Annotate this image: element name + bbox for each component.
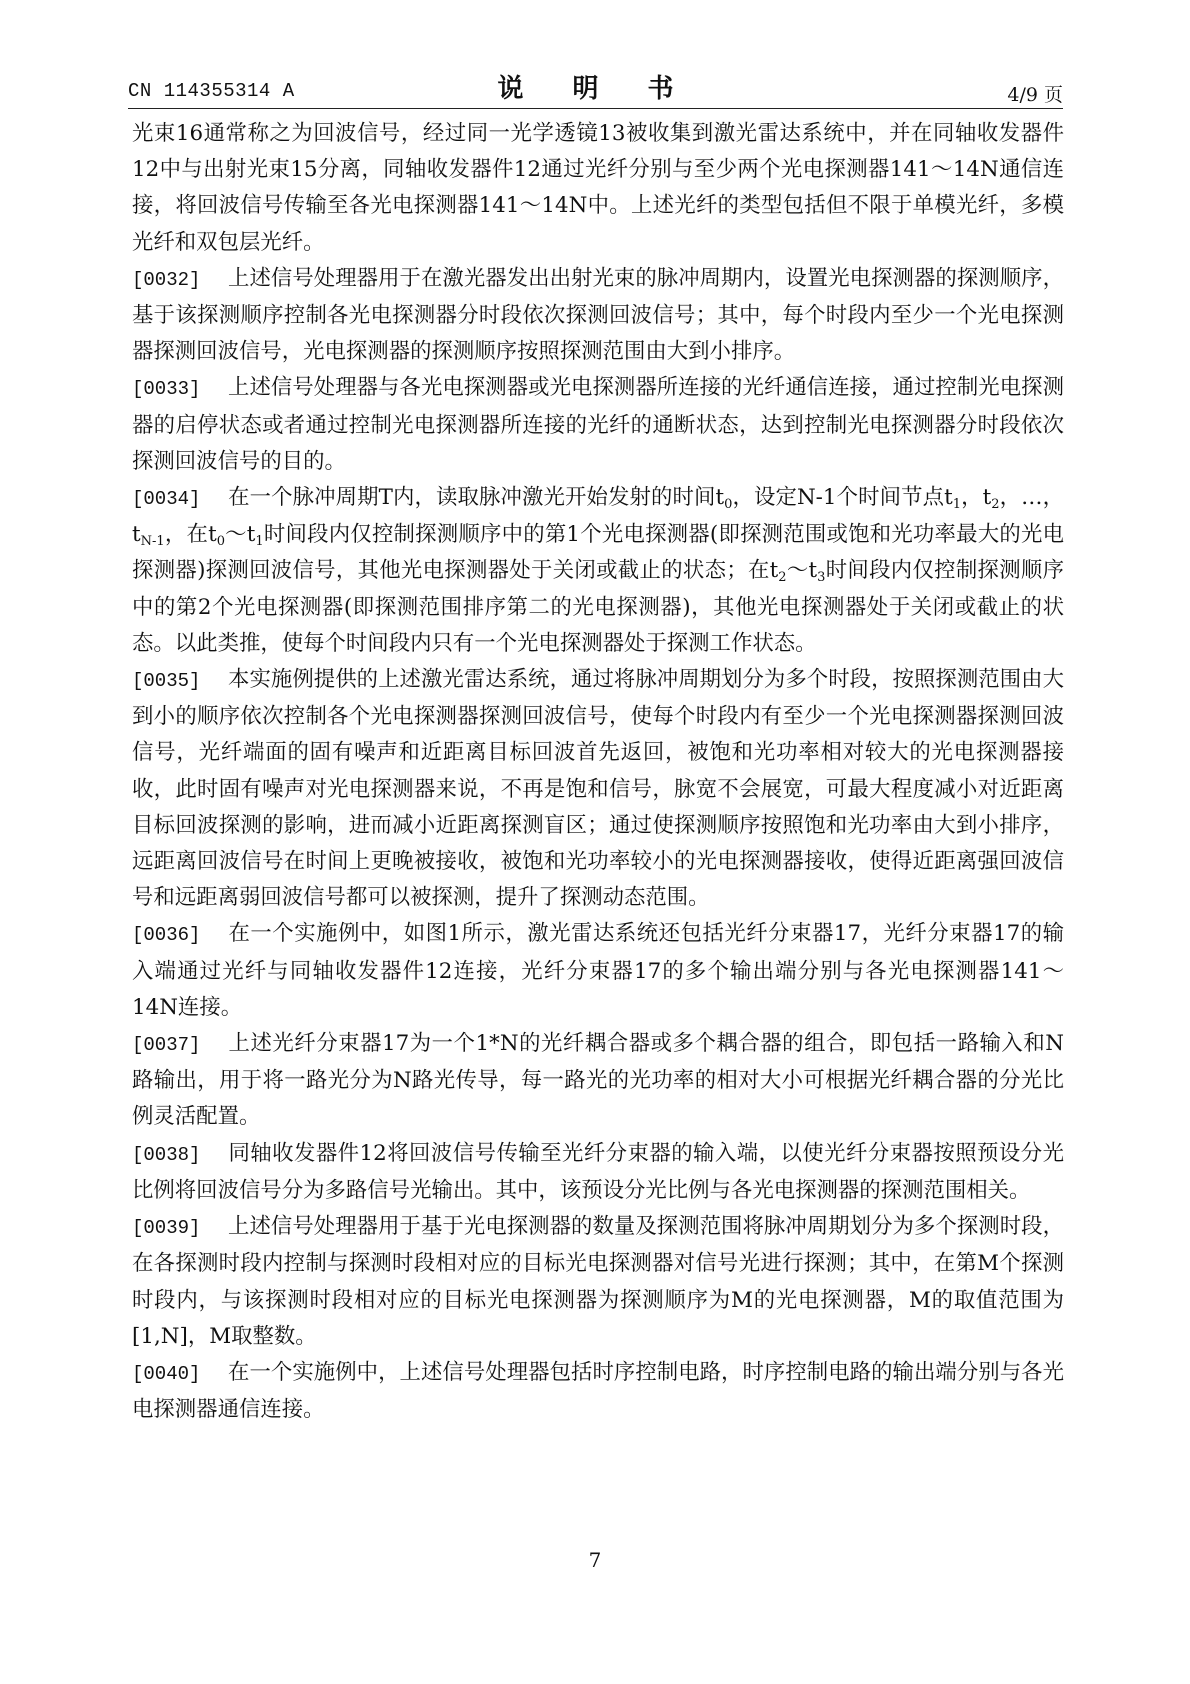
subscript: 0: [724, 497, 733, 513]
paragraph-text: 在一个实施例中，上述信号处理器包括时序控制电路，时序控制电路的输出端分别与各光电探测器通信连接。: [132, 1359, 1064, 1423]
page-number: 7: [588, 1548, 602, 1572]
paragraph-number: [0039]: [132, 1217, 201, 1240]
document-body: [132, 116, 1064, 1428]
paragraph: [132, 1355, 1064, 1428]
paragraph-number: [0035]: [132, 670, 201, 693]
paragraph-number: [0033]: [132, 378, 201, 401]
paragraph-text: 本实施例提供的上述激光雷达系统，通过将脉冲周期划分为多个时段，按照探测范围由大到小的顺序依次控制各个光电探测器探测回波信号，使每个时段内有至少一个光电探测器探测回波信号，光纤端面的固有噪声和近距离目标回波首先返回，被饱和光功率相对较大的光电探测器接收，此时固有噪声对光电探测器来说，不再是饱和信号，脉宽不会展宽，可最大程度减小对近距离目标回波探测的影响，进而减小近距离探测盲区；通过使探测顺序按照饱和光功率由大到小排序，远距离回波信号在时间上更晚被接收，被饱和光功率较小的光电探测器接收，使得近距离强回波信号和远距离弱回波信号都可以被探测，提升了探测动态范围。: [132, 667, 1064, 911]
subscript: 1: [952, 497, 961, 513]
paragraph-text: 同轴收发器件12将回波信号传输至光纤分束器的输入端，以使光纤分束器按照预设分光比例将回波信号分为多路信号光输出。其中，该预设分光比例与各光电探测器的探测范围相关。: [132, 1140, 1064, 1203]
paragraph-text: 上述信号处理器用于基于光电探测器的数量及探测范围将脉冲周期划分为多个探测时段，在各探测时段内控制与探测时段相对应的目标光电探测器对信号光进行探测；其中，在第M个探测时段内，与该探测时段相对应的目标光电探测器为探测顺序为M的光电探测器，M的取值范围为[1,N]，M取整数。: [132, 1214, 1064, 1349]
page-count: 4/9 页: [1007, 84, 1063, 106]
paragraph-number: [0040]: [132, 1362, 201, 1385]
publication-number: CN 114355314 A: [128, 80, 295, 102]
paragraph-text: ，在t: [164, 522, 217, 548]
paragraph-number: [0037]: [132, 1034, 201, 1057]
paragraph: [132, 480, 1064, 662]
paragraph: [132, 1209, 1064, 1355]
paragraph: [132, 1026, 1064, 1136]
paragraph-number: [0036]: [132, 924, 201, 947]
paragraph: [132, 1136, 1064, 1209]
paragraph-text: 上述光纤分束器17为一个1*N的光纤耦合器或多个耦合器的组合，即包括一路输入和N路输出，用于将一路光分为N路光传导，每一路光的光功率的相对大小可根据光纤耦合器的分光比例灵活配置。: [132, 1031, 1064, 1130]
paragraph-text: ～t: [786, 558, 818, 584]
paragraph-number: [0034]: [132, 488, 201, 511]
document-title: 说 明 书: [497, 74, 694, 104]
subscript: 1: [255, 534, 264, 550]
paragraph: [132, 116, 1064, 261]
paragraph: [132, 662, 1064, 916]
subscript: 2: [778, 570, 787, 586]
subscript: 2: [991, 497, 1000, 513]
paragraph-text: 时间段内仅控制探测顺序中的第2个光电探测器(即探测范围排序第二的光电探测器)，其他光电探测器处于关闭或截止的状态。以此类推，使每个时间段内只有一个光电探测器处于探测工作状态。: [132, 558, 1064, 656]
subscript: 0: [216, 534, 225, 550]
subscript: N-1: [140, 534, 165, 550]
paragraph-text: ，t: [960, 485, 992, 511]
paragraph-text: 上述信号处理器用于在激光器发出出射光束的脉冲周期内，设置光电探测器的探测顺序，基于该探测顺序控制各光电探测器分时段依次探测回波信号；其中，每个时段内至少一个光电探测器探测回波信号，光电探测器的探测顺序按照探测范围由大到小排序。: [132, 265, 1064, 365]
paragraph-text: 时间段内仅控制探测顺序中的第1个光电探测器(即探测范围或饱和光功率最大的光电探测器)探测回波信号，其他光电探测器处于关闭或截止的状态；在t: [132, 522, 1064, 584]
paragraph: [132, 261, 1064, 371]
paragraph-number: [0032]: [132, 268, 201, 291]
subscript: 3: [817, 570, 826, 586]
header-rule: [128, 108, 1063, 109]
paragraph-text: 光束16通常称之为回波信号，经过同一光学透镜13被收集到激光雷达系统中，并在同轴收发器件12中与出射光束15分离，同轴收发器件12通过光纤分别与至少两个光电探测器141～14N通信连接，将回波信号传输至各光电探测器141～14N中。上述光纤的类型包括但不限于单模光纤，多模光纤和双包层光纤。: [132, 121, 1064, 255]
paragraph-text: 在一个脉冲周期T内，读取脉冲激光开始发射的时间t: [228, 485, 725, 511]
paragraph-text: ，…，t: [132, 485, 1064, 548]
page-header: [128, 68, 1063, 108]
paragraph: [132, 370, 1064, 480]
paragraph-text: ，设定N-1个时间节点t: [732, 485, 953, 511]
paragraph-text: 在一个实施例中，如图1所示，激光雷达系统还包括光纤分束器17，光纤分束器17的输入端通过光纤与同轴收发器件12连接，光纤分束器17的多个输出端分别与各光电探测器141～14N连接。: [132, 921, 1064, 1020]
paragraph-text: 上述信号处理器与各光电探测器或光电探测器所连接的光纤通信连接，通过控制光电探测器的启停状态或者通过控制光电探测器所连接的光纤的通断状态，达到控制光电探测器分时段依次探测回波信号的目的。: [132, 375, 1064, 474]
paragraph: [132, 916, 1064, 1026]
paragraph-text: ～t: [224, 522, 256, 548]
paragraph-number: [0038]: [132, 1143, 201, 1166]
